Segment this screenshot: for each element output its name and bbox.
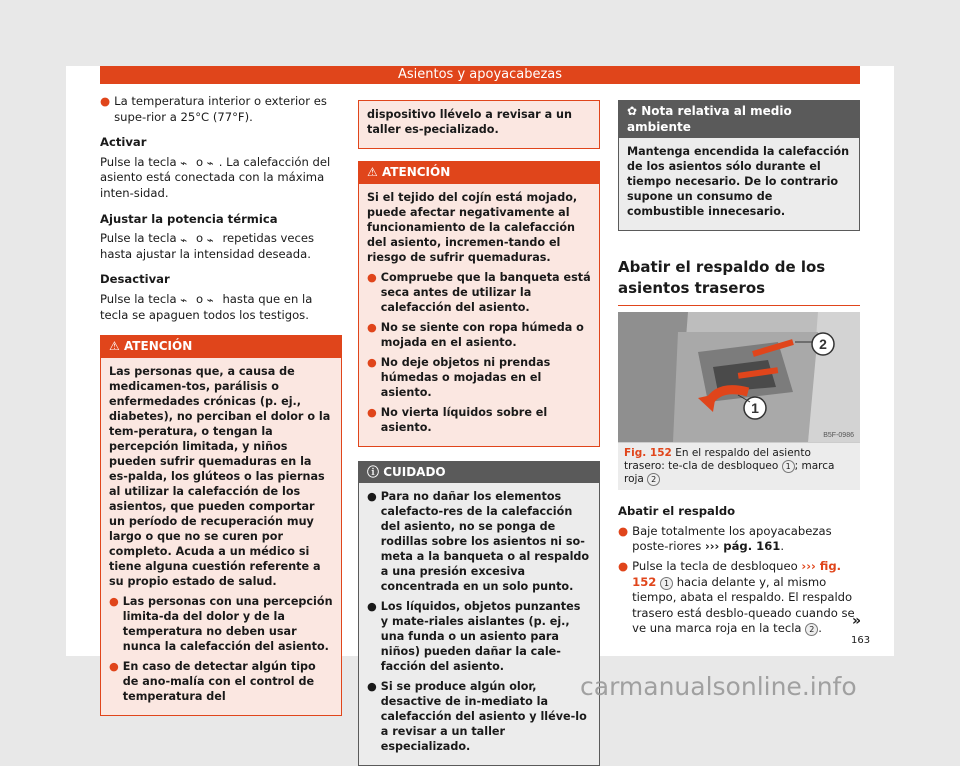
bullet-icon: ●: [367, 320, 377, 334]
warning-text: dispositivo llévelo a revisar a un taller es-pecializado.: [367, 108, 572, 136]
figure-label: Fig. 152: [624, 447, 672, 460]
figure-caption: Fig. 152 En el respaldo del asiento trasero: te-cla de desbloqueo 1 ; marca roja 2: [618, 442, 860, 490]
list-item: ● Para no dañar los elementos calefacto-res de la calefacción del asiento, no se ponga de rodillas sobre los asientos ni so-meta a la banqueta o al respaldo a una presión excesiva concentrada en un solo punto.: [367, 490, 590, 594]
figure-reference-link[interactable]: ››› fig. 152: [632, 558, 842, 589]
list-item: ● No se siente con ropa húmeda o mojada en el asiento.: [367, 320, 584, 349]
list-item: ● En caso de detectar algún tipo de ano-malía con el control de temperatura del: [109, 659, 316, 703]
warning-icon: ⚠: [367, 165, 378, 179]
paragraph-desactivar: Pulse la tecla ⌁ o ⌁ hasta que en la tecla se apaguen todos los testigos.: [100, 291, 313, 322]
heading-abatir: Abatir el respaldo: [618, 504, 736, 519]
list-item: ● Baje totalmente los apoyacabezas poste-riores ››› pág. 161.: [618, 523, 832, 554]
callout-1: 1: [782, 460, 795, 473]
svg-text:1: 1: [751, 400, 759, 417]
caution-box: [358, 461, 600, 766]
list-item: ● Los líquidos, objetos punzantes y mate-riales aislantes (p. ej., una funda o un asiento para niños) pueden dañar la cale-facción del asiento.: [367, 600, 581, 674]
column-left: [100, 94, 342, 716]
warning-icon: ⚠: [109, 339, 120, 354]
heading-ajustar: Ajustar la potencia térmica: [100, 211, 278, 226]
svg-text:2: 2: [819, 336, 827, 353]
seat-back-heat-icon: ⌁: [206, 232, 214, 247]
bullet-text: La temperatura interior o exterior es supe-rior a 25°C (77°F).: [114, 94, 327, 124]
paragraph-activar: Pulse la tecla ⌁ o ⌁ . La calefacción del asiento está conectada con la máxima inten-sidad.: [100, 154, 331, 200]
warning-box: [100, 335, 342, 716]
environment-note-box: [618, 100, 860, 231]
list-item: ● Compruebe que la banqueta está seca antes de utilizar la calefacción del asiento.: [367, 270, 591, 314]
warning-header: ⚠ ATENCIÓN: [359, 162, 599, 184]
callout-1: 1: [660, 577, 673, 590]
caution-body: [359, 483, 599, 765]
leaf-icon: ✿: [627, 104, 638, 118]
page-header: Asientos y apoyacabezas: [100, 66, 860, 84]
bullet-icon: ●: [367, 680, 377, 694]
figure-code: B5F-0986: [823, 432, 854, 440]
bullet-icon: ●: [618, 523, 629, 538]
bullet-icon: ●: [109, 659, 119, 673]
warning-body: [101, 358, 341, 715]
paragraph-ajustar: Pulse la tecla ⌁ o ⌁ repetidas veces hasta ajustar la intensidad deseada.: [100, 231, 315, 261]
warning-text: Las personas que, a causa de medicamen-tos, parálisis o enfermedades crónicas (p. ej., diabetes), no perciban el dolor o la tem-peratura, o tengan la percepción limitada, y niños pueden sufrir quemaduras en la es-palda, los glúteos o las piernas al utilizar la calefacción de los asientos, que pueden comportar un período de recuperación muy largo o que no se curen por completo. Acuda a un médico si tiene alguna cuestión referente a su propio estado de salud.: [109, 364, 331, 588]
note-text: Mantenga encendida la calefacción de los asientos sólo durante el tiempo necesario. De lo contrario supone un consumo de combustible innecesario.: [627, 145, 850, 219]
continue-mark: »: [852, 613, 862, 629]
warning-box-continued: [358, 100, 600, 149]
bullet-icon: ●: [367, 270, 377, 284]
column-middle: [358, 100, 600, 766]
seat-back-heat-icon: ⌁: [206, 156, 214, 171]
callout-2: 2: [647, 473, 660, 486]
warning-header: ⚠ ATENCIÓN: [101, 336, 341, 358]
list-item: ● Si se produce algún olor, desactive de in-mediato la calefacción del asiento y lléve-lo a revisar a un taller especializado.: [367, 680, 587, 754]
warning-text: Si el tejido del cojín está mojado, puede afectar negativamente al funcionamiento de la calefacción del asiento, incremen-tando el riesgo de sufrir quemaduras.: [367, 190, 578, 264]
environment-note-body: [619, 138, 859, 230]
bullet-icon: ●: [618, 558, 629, 573]
seat-heat-icon: ⌁: [180, 232, 188, 247]
bullet-icon: ●: [109, 594, 119, 608]
warning-body: [359, 101, 599, 148]
bullet-icon: ●: [367, 490, 377, 504]
list-item: [100, 94, 342, 125]
environment-note-header: ✿ Nota relativa al medio ambiente: [619, 101, 859, 138]
bullet-icon: ●: [367, 355, 377, 369]
seat-heat-icon: ⌁: [180, 293, 188, 308]
list-item: ● Pulse la tecla de desbloqueo ››› fig. 152 1 hacia delante y, al mismo tiempo, abata el respaldo. El respaldo trasero está desblo-queado cuando se ve una marca roja en la tecla 2 .: [618, 558, 855, 636]
seat-back-heat-icon: ⌁: [206, 293, 214, 308]
list-item: ● No deje objetos ni prendas húmedas o mojadas en el asiento.: [367, 355, 551, 399]
figure-seat-release: [618, 312, 860, 442]
callout-2: 2: [805, 623, 818, 636]
heading-activar: Activar: [100, 135, 147, 150]
list-item: ● No vierta líquidos sobre el asiento.: [367, 405, 548, 434]
bullet-icon: ●: [367, 405, 377, 419]
warning-body: [359, 184, 599, 446]
info-icon: ⓘ: [367, 464, 380, 479]
caution-header: ⓘ CUIDADO: [359, 462, 599, 484]
page-number: 163: [851, 635, 871, 646]
heading-desactivar: Desactivar: [100, 272, 170, 287]
seat-release-illustration: [618, 312, 860, 442]
page-reference-link[interactable]: ››› pág. 161: [704, 539, 781, 554]
list-item: ● Las personas con una percepción limita-da del dolor y de la temperatura no deben usar nunca la calefacción del asiento.: [109, 594, 333, 653]
bullet-icon: ●: [367, 600, 377, 614]
bullet-icon: ●: [100, 94, 111, 108]
column-right: [618, 100, 860, 637]
watermark: carmanualsonline.info: [580, 672, 857, 701]
section-title: Abatir el respaldo de los asientos traseros: [618, 257, 860, 306]
seat-heat-icon: ⌁: [180, 156, 188, 171]
warning-box: [358, 161, 600, 447]
